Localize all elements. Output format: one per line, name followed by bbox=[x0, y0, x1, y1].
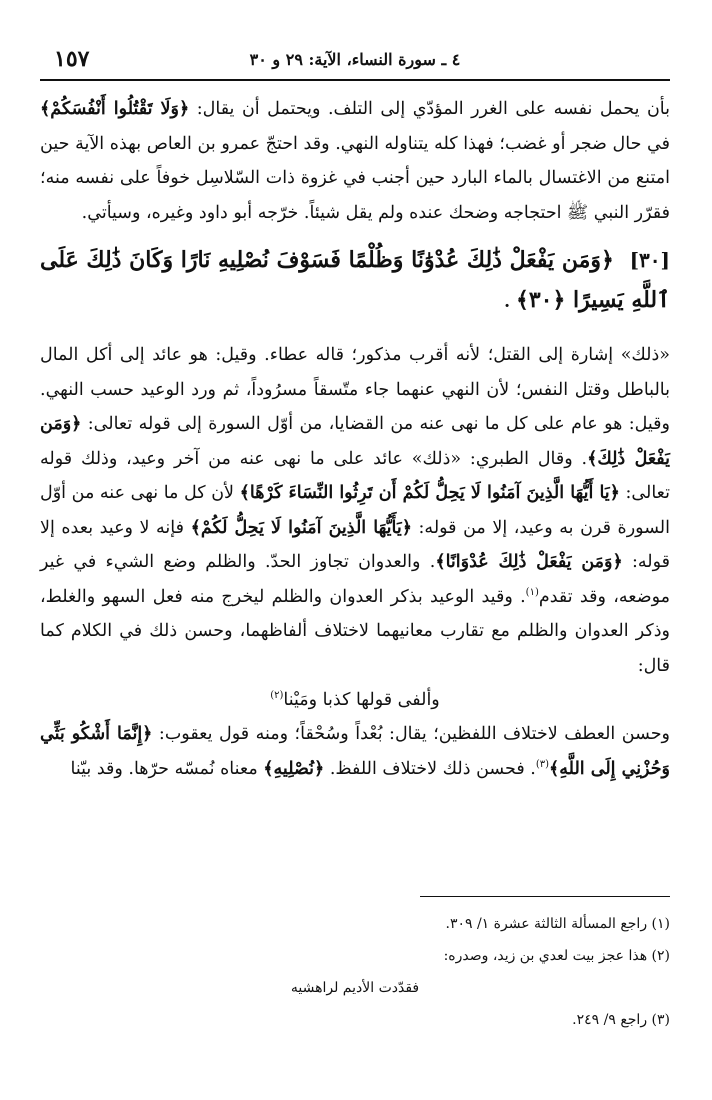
header-rule bbox=[40, 79, 670, 81]
quran-quote: ﴿إِنَّمَا أَشْكُو بَثِّي وَحُزْنِي إِلَى اللَّهِ﴾ bbox=[40, 724, 670, 779]
paragraph-3 bbox=[40, 717, 670, 786]
verse-text: ﴿وَمَن يَفْعَلْ ذَٰلِكَ عُدْوَٰنًا وَظُلْمًا فَسَوْفَ نُصْلِيهِ نَارًا وَكَانَ ذَٰلِكَ عَلَى ٱللَّهِ يَسِيرًا ﴿٣٠﴾ bbox=[40, 247, 670, 313]
paragraph-2-text-e: . والعدوان تجاوز الحدّ. والظلم وضع الشيء في غير موضعه، وقد تقدم bbox=[40, 552, 670, 607]
footnotes bbox=[40, 908, 670, 1036]
quran-quote: ﴿نُصْلِيهِ﴾ bbox=[263, 758, 325, 779]
footnote-ref-2: (٢) bbox=[270, 690, 284, 702]
running-head: ٤ ـ سورة النساء، الآية: ٢٩ و ٣٠ bbox=[249, 50, 461, 69]
footnote-ref-1: (١) bbox=[525, 586, 539, 598]
paragraph-3-text-b: . فحسن ذلك لاختلاف اللفظ. bbox=[324, 758, 536, 779]
paragraph-2 bbox=[40, 338, 670, 683]
paragraph-3-text-a: وحسن العطف لاختلاف اللفظين؛ يقال: بُعْداً وسُحْقاً؛ ومنه قول يعقوب: bbox=[152, 724, 670, 744]
quran-quote: ﴿وَمَن يَفْعَلْ ذَٰلِكَ﴾ bbox=[40, 414, 671, 469]
quran-quote: ﴿وَمَن يَفْعَلْ ذَٰلِكَ عُدْوَانًا﴾ bbox=[435, 552, 623, 572]
footnote-ref-3: (٣) bbox=[535, 758, 550, 770]
poem-line bbox=[40, 683, 670, 717]
paragraph-2-text-c: لأن كل ما نهى عنه من أوّل السورة قرن به وعيد، إلا من قوله: bbox=[40, 483, 670, 538]
verse-30-block bbox=[40, 240, 670, 322]
paragraph-1 bbox=[40, 92, 670, 230]
footnote-2-verse: فقدّدت الأديم لراهشيه bbox=[290, 980, 420, 996]
verse-number: [٣٠] bbox=[629, 248, 670, 272]
footnote-1: (١) راجع المسألة الثالثة عشرة ١/ ٣٠٩. bbox=[445, 916, 670, 932]
footnote-rule bbox=[420, 896, 670, 897]
footnote-3: (٣) راجع ٩/ ٢٤٩. bbox=[572, 1012, 670, 1028]
page-number: ١٥٧ bbox=[54, 46, 90, 72]
main-text bbox=[40, 92, 670, 786]
paragraph-2-text-d: فإنه لا وعيد بعده إلا قوله: bbox=[40, 517, 670, 572]
quran-quote: ﴿يَأَيُّهَا الَّذِينَ آمَنُوا لَا يَحِلُّ لَكُمْ﴾ bbox=[190, 517, 412, 538]
paragraph-2-text-a: «ذلك» إشارة إلى القتل؛ لأنه أقرب مذكور؛ قاله عطاء. وقيل: هو عائد إلى أكل المال بالباطل وقتل النفس؛ لأن النهي عنهما جاء متّسقاً مسرُوداً، ثم ورد الوعيد حسب النهي. وقيل: هو عام على كل ما نهى عنه من القضايا، من أوّل السورة إلى قوله تعالى: bbox=[40, 345, 670, 434]
paragraph-1-text-a: بأن يحمل نفسه على الغرر المؤدّي إلى التلف. ويحتمل أن يقال: bbox=[189, 99, 671, 119]
paragraph-1-text-b: في حال ضجر أو غضب؛ فهذا كله يتناوله النهي. وقد احتجّ عمرو بن العاص بهذه الآية حين امتنع من الاغتسال بالماء البارد حين أجنب في غزوة ذات السّلاسِل خوفاً على نفسه منه؛ فقرّر النبي ﷺ احتجاجه وضحك عنده ولم يقل شيئاً. خرّجه أبو داود وغيره، وسيأتي. bbox=[40, 133, 670, 223]
paragraph-2-text-b: . وقال الطبري: «ذلك» عائد على ما نهى عنه من آخر وعيد، وذلك قوله تعالى: bbox=[40, 448, 670, 503]
quran-quote: ﴿وَلَا تَقْتُلُوا أَنْفُسَكُمْ﴾ bbox=[40, 99, 190, 119]
paragraph-2-text-f: . وقيد الوعيد بذكر العدوان والظلم ليخرج منه فعل السهو والغلط، وذكر العدوان والظلم مع تقارب معانيهما لاختلاف ألفاظهما، وحسن ذلك في الكلام كما قال: bbox=[40, 586, 670, 676]
footnote-2: (٢) هذا عجز بيت لعدي بن زيد، وصدره: bbox=[443, 948, 670, 964]
verse-tail: . bbox=[504, 292, 516, 312]
spacer bbox=[40, 322, 670, 338]
paragraph-3-text-c: معناه نُمسّه حرّها. وقد بيّنا bbox=[70, 758, 264, 779]
page-header bbox=[40, 42, 670, 82]
quran-quote: ﴿يَا أَيُّهَا الَّذِينَ آمَنُوا لَا يَحِلُّ لَكُمْ أَن تَرِثُوا النِّسَاءَ كَرْهًا﴾ bbox=[239, 483, 620, 503]
poem-text: وألفى قولها كذبا ومَيْنا bbox=[283, 690, 440, 710]
